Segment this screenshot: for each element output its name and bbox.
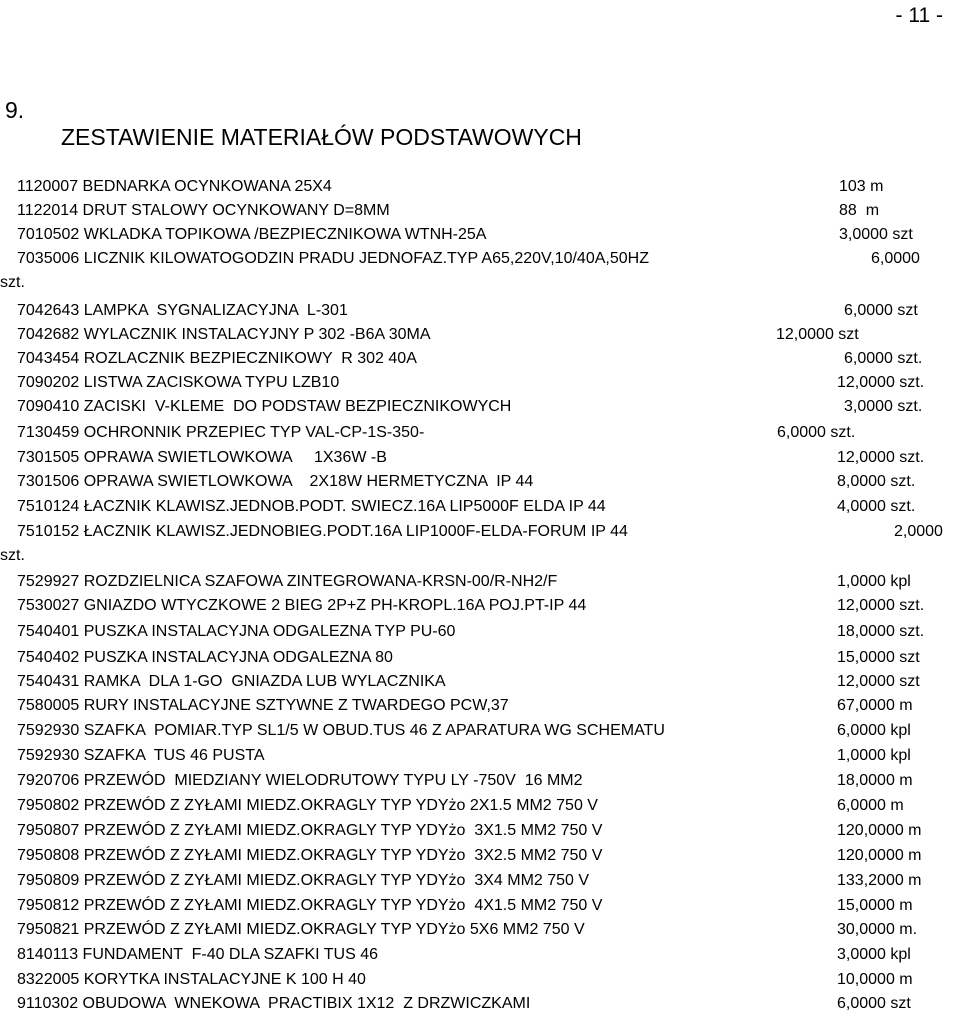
section-heading — [0, 70, 582, 151]
material-description: 7950807 PRZEWÓD Z ZYŁAMI MIEDZ.OKRAGLY TYP YDYżo 3X1.5 MM2 750 V — [17, 822, 603, 839]
material-description: 7540401 PUSZKA INSTALACYJNA ODGALEZNA TYP PU-60 — [17, 623, 456, 640]
material-description: 7510152 ŁACZNIK KLAWISZ.JEDNOBIEG.PODT.16A LIP1000F-ELDA-FORUM IP 44 — [17, 523, 628, 540]
material-description: 7510124 ŁACZNIK KLAWISZ.JEDNOB.PODT. SWIECZ.16A LIP5000F ELDA IP 44 — [17, 498, 606, 515]
material-quantity: 1,0000 kpl — [837, 747, 911, 764]
material-description: 7580005 RURY INSTALACYJNE SZTYWNE Z TWARDEGO PCW,37 — [17, 697, 509, 714]
material-description: 7035006 LICZNIK KILOWATOGODZIN PRADU JEDNOFAZ.TYP A65,220V,10/40A,50HZ — [17, 250, 649, 267]
material-quantity: 103 m — [839, 178, 884, 195]
section-number: 9. — [5, 97, 25, 123]
material-description: 7540431 RAMKA DLA 1-GO GNIAZDA LUB WYLACZNIKA — [17, 673, 446, 690]
material-quantity: 3,0000 szt — [839, 226, 913, 243]
material-description: 7042643 LAMPKA SYGNALIZACYJNA L-301 — [17, 302, 348, 319]
material-quantity: 12,0000 szt — [837, 673, 920, 690]
material-description: 1122014 DRUT STALOWY OCYNKOWANY D=8MM — [17, 202, 390, 219]
material-description: 8140113 FUNDAMENT F-40 DLA SZAFKI TUS 46 — [17, 946, 379, 963]
material-quantity: 6,0000 — [871, 250, 920, 267]
material-quantity-unit: szt. — [0, 274, 25, 291]
material-description: 7592930 SZAFKA POMIAR.TYP SL1/5 W OBUD.TUS 46 Z APARATURA WG SCHEMATU — [17, 722, 665, 739]
material-description: 7090410 ZACISKI V-KLEME DO PODSTAW BEZPIECZNIKOWYCH — [17, 398, 512, 415]
material-quantity: 6,0000 m — [837, 797, 904, 814]
material-quantity: 6,0000 szt. — [777, 424, 856, 441]
material-quantity: 3,0000 szt. — [844, 398, 923, 415]
material-description: 7529927 ROZDZIELNICA SZAFOWA ZINTEGROWANA-KRSN-00/R-NH2/F — [17, 573, 558, 590]
material-quantity: 120,0000 m — [837, 822, 922, 839]
material-description: 7592930 SZAFKA TUS 46 PUSTA — [17, 747, 265, 764]
material-quantity: 67,0000 m — [837, 697, 913, 714]
material-quantity: 3,0000 kpl — [837, 946, 911, 963]
material-description: 1120007 BEDNARKA OCYNKOWANA 25X4 — [17, 178, 332, 195]
material-quantity: 18,0000 szt. — [837, 623, 925, 640]
material-description: 7950812 PRZEWÓD Z ZYŁAMI MIEDZ.OKRAGLY TYP YDYżo 4X1.5 MM2 750 V — [17, 897, 603, 914]
page-number: - 11 - — [895, 4, 943, 27]
material-quantity: 6,0000 szt — [837, 995, 911, 1012]
material-quantity: 2,0000 — [894, 523, 943, 540]
material-quantity: 12,0000 szt. — [837, 449, 925, 466]
material-quantity: 1,0000 kpl — [837, 573, 911, 590]
material-description: 7090202 LISTWA ZACISKOWA TYPU LZB10 — [17, 374, 340, 391]
material-quantity: 12,0000 szt — [776, 326, 859, 343]
material-description: 7950821 PRZEWÓD Z ZYŁAMI MIEDZ.OKRAGLY TYP YDYżo 5X6 MM2 750 V — [17, 921, 585, 938]
material-quantity: 6,0000 kpl — [837, 722, 911, 739]
material-quantity: 12,0000 szt. — [837, 597, 925, 614]
material-description: 7540402 PUSZKA INSTALACYJNA ODGALEZNA 80 — [17, 649, 393, 666]
material-quantity: 30,0000 m. — [837, 921, 918, 938]
material-quantity: 6,0000 szt — [844, 302, 918, 319]
material-description: 7950809 PRZEWÓD Z ZYŁAMI MIEDZ.OKRAGLY TYP YDYżo 3X4 MM2 750 V — [17, 872, 590, 889]
material-quantity: 4,0000 szt. — [837, 498, 916, 515]
material-description: 7920706 PRZEWÓD MIEDZIANY WIELODRUTOWY TYPU LY -750V 16 MM2 — [17, 772, 583, 789]
material-description: 7950802 PRZEWÓD Z ZYŁAMI MIEDZ.OKRAGLY TYP YDYżo 2X1.5 MM2 750 V — [17, 797, 598, 814]
material-quantity-unit: szt. — [0, 547, 25, 564]
material-quantity: 10,0000 m — [837, 971, 913, 988]
material-quantity: 133,2000 m — [837, 872, 922, 889]
material-description: 7530027 GNIAZDO WTYCZKOWE 2 BIEG 2P+Z PH-KROPL.16A POJ.PT-IP 44 — [17, 597, 587, 614]
material-description: 7010502 WKLADKA TOPIKOWA /BEZPIECZNIKOWA WTNH-25A — [17, 226, 487, 243]
material-description: 7950808 PRZEWÓD Z ZYŁAMI MIEDZ.OKRAGLY TYP YDYżo 3X2.5 MM2 750 V — [17, 847, 603, 864]
material-quantity: 8,0000 szt. — [837, 473, 916, 490]
material-quantity: 18,0000 m — [837, 772, 913, 789]
material-description: 9110302 OBUDOWA WNEKOWA PRACTIBIX 1X12 Z DRZWICZKAMI — [17, 995, 531, 1012]
material-quantity: 12,0000 szt. — [837, 374, 925, 391]
material-quantity: 15,0000 m — [837, 897, 913, 914]
section-title: ZESTAWIENIE MATERIAŁÓW PODSTAWOWYCH — [61, 124, 582, 150]
material-description: 7130459 OCHRONNIK PRZEPIEC TYP VAL-CP-1S-350- — [17, 424, 425, 441]
material-quantity: 120,0000 m — [837, 847, 922, 864]
material-description: 7301505 OPRAWA SWIETLOWKOWA 1X36W -B — [17, 449, 387, 466]
material-description: 8322005 KORYTKA INSTALACYJNE K 100 H 40 — [17, 971, 366, 988]
material-quantity: 15,0000 szt — [837, 649, 920, 666]
material-quantity: 6,0000 szt. — [844, 350, 923, 367]
material-description: 7301506 OPRAWA SWIETLOWKOWA 2X18W HERMETYCZNA IP 44 — [17, 473, 534, 490]
material-quantity: 88 m — [839, 202, 880, 219]
material-description: 7042682 WYLACZNIK INSTALACYJNY P 302 -B6A 30MA — [17, 326, 431, 343]
material-description: 7043454 ROZLACZNIK BEZPIECZNIKOWY R 302 40A — [17, 350, 417, 367]
